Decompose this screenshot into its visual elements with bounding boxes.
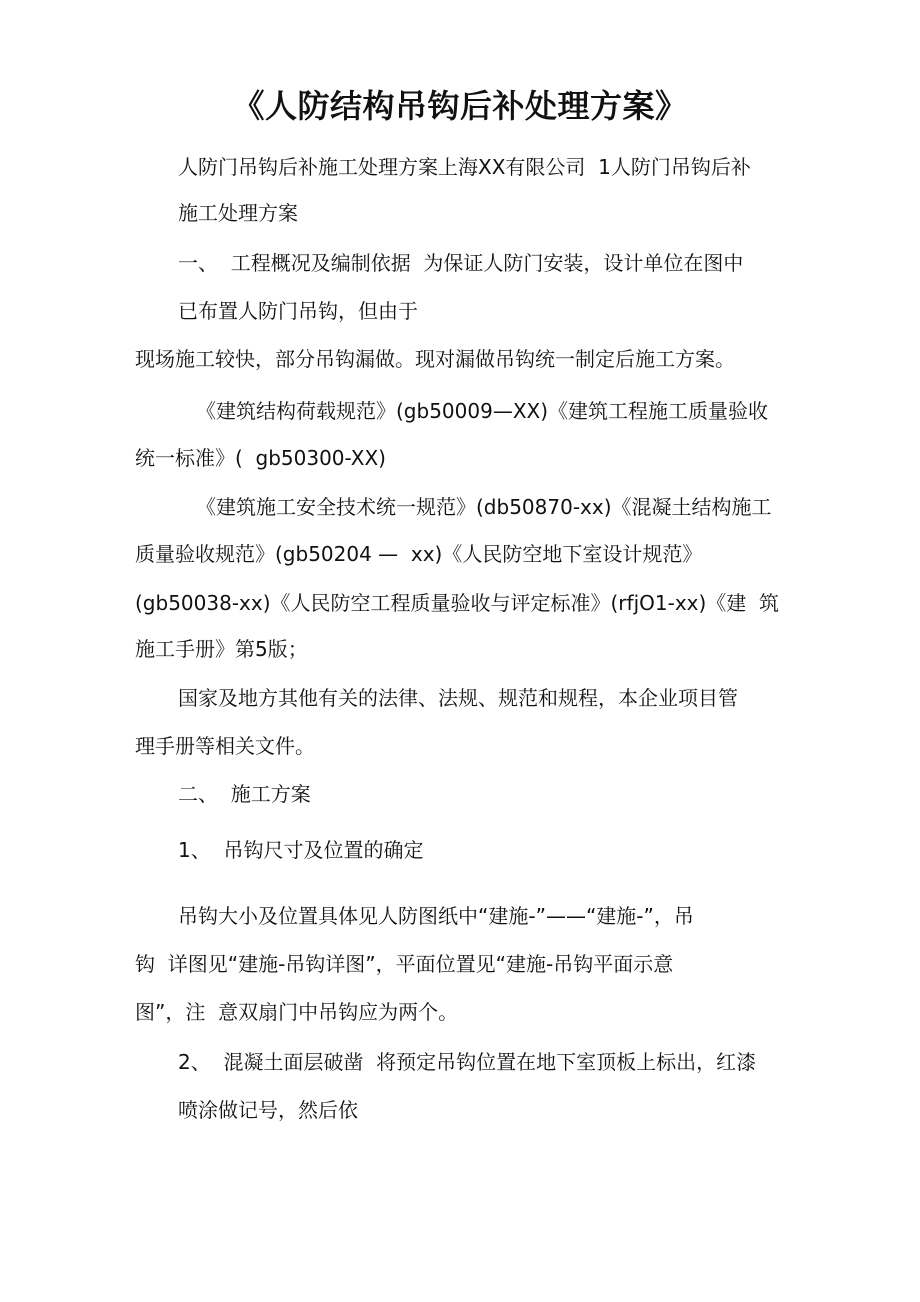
document-title: 《人防结构吊钩后补处理方案》 [232,87,688,125]
paragraph-line: 钩 详图见“建施-吊钩详图”，平面位置见“建施-吊钩平面示意 [135,952,674,976]
paragraph-line: 理手册等相关文件。 [135,734,315,758]
paragraph-line: 已布置人防门吊钩，但由于 [178,299,418,323]
paragraph-line: (gb50038-xx)《人民防空工程质量验收与评定标准》(rfjO1-xx)《建 筑 [135,591,780,615]
paragraph-line: 施工手册》第5版； [135,637,308,661]
paragraph-line: 人防门吊钩后补施工处理方案上海XX有限公司 1人防门吊钩后补 [178,155,751,179]
section-heading-line: 二、 施工方案 [178,782,311,806]
paragraph-line: 喷涂做记号，然后依 [178,1098,358,1122]
paragraph-line: 图”，注 意双扇门中吊钩应为两个。 [135,1000,459,1024]
subsection-heading-line: 2、 混凝土面层破凿 将预定吊钩位置在地下室顶板上标出，红漆 [178,1050,757,1074]
paragraph-line: 施工处理方案 [178,201,298,225]
section-heading-line: 一、 工程概况及编制依据 为保证人防门安装，设计单位在图中 [178,251,744,275]
subsection-heading-line: 1、 吊钩尺寸及位置的确定 [178,838,424,862]
paragraph-line: 现场施工较快，部分吊钩漏做。现对漏做吊钩统一制定后施工方案。 [135,347,735,371]
paragraph-line: 统一标准》( gb50300-XX) [135,446,386,470]
paragraph-line: 《建筑施工安全技术统一规范》(db50870-xx)《混凝土结构施工 [196,495,772,519]
paragraph-line: 《建筑结构荷载规范》(gb50009—XX)《建筑工程施工质量验收 [196,399,769,423]
paragraph-line: 质量验收规范》(gb50204 — xx)《人民防空地下室设计规范》 [135,542,703,566]
paragraph-line: 国家及地方其他有关的法律、法规、规范和规程，本企业项目管 [178,686,738,710]
paragraph-line: 吊钩大小及位置具体见人防图纸中“建施-”——“建施-”，吊 [178,904,694,928]
